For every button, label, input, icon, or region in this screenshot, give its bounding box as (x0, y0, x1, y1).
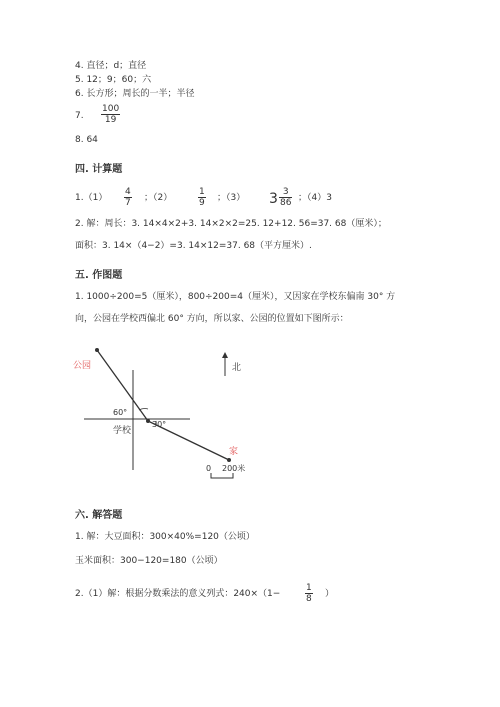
scale-unit-label: 200米 (222, 464, 246, 473)
calc-q2-line2: 面积：3. 14×（4−2）=3. 14×12=37. 68（平方厘米）. (75, 241, 312, 251)
park-point (95, 348, 99, 352)
fraction-numerator: 3 (279, 187, 292, 198)
fraction-denominator: 9 (199, 198, 205, 208)
fraction-numerator: 1 (199, 187, 205, 197)
calc-q1-sep2: ；（3） (217, 193, 246, 203)
fraction-numerator: 1 (306, 583, 312, 593)
fraction-denominator: 8 (306, 594, 312, 604)
section-heading-calculation: 四. 计算题 (75, 164, 123, 175)
answer-8: 8. 64 (75, 135, 98, 145)
drawing-text-line2: 向，公园在学校西偏北 60° 方向，所以家、公园的位置如下图所示： (75, 314, 349, 324)
calc-q1-mixed-integer: 3 (269, 191, 278, 207)
fraction-denominator: 19 (104, 115, 117, 125)
school-label: 学校 (113, 426, 132, 436)
solution-q2-end: ） (325, 589, 335, 599)
solution-q1-line1: 1. 解：大豆面积：300×40%=120（公顷） (75, 532, 255, 542)
fraction-denominator: 86 (280, 198, 292, 208)
angle-60-label: 60° (113, 408, 128, 417)
answer-6: 6. 长方形；周长的一半；半径 (75, 89, 195, 99)
calc-q1-end: ；（4）3 (298, 193, 332, 203)
angle-60-arc (139, 409, 148, 410)
north-arrow-icon (222, 352, 228, 358)
fraction-numerator: 4 (125, 187, 131, 197)
fraction-denominator: 7 (125, 198, 131, 208)
angle-30-label: 30° (152, 420, 167, 429)
answer-5: 5. 12；9；60；六 (75, 75, 152, 85)
home-point (227, 458, 231, 462)
section-heading-drawing: 五. 作图题 (75, 270, 123, 281)
drawing-text-line1: 1. 1000÷200=5（厘米），800÷200=4（厘米），又因家在学校东偏南 30° 方 (75, 292, 396, 302)
scale-bar (211, 473, 233, 478)
solution-q1-line2: 玉米面积：300−120=180（公顷） (75, 556, 223, 566)
section-heading-solutions: 六. 解答题 (75, 510, 123, 521)
fraction-numerator: 100 (102, 104, 120, 114)
calc-q1-sep1: ；（2） (144, 193, 173, 203)
scale-zero-label: 0 (206, 464, 212, 473)
solution-q2-prefix: 2.（1）解：根据分数乘法的意义列式：240×（1− (75, 589, 281, 599)
calc-q1-prefix: 1.（1） (75, 193, 108, 203)
answer-4: 4. 直径；d；直径 (75, 61, 147, 71)
solution-q2-fraction (305, 583, 313, 604)
answer-7-label: 7. (75, 111, 84, 121)
park-label: 公园 (73, 361, 92, 371)
north-label: 北 (232, 363, 242, 373)
calc-q2-line1: 2. 解：周长：3. 14×4×2+3. 14×2×2=25. 12+12. 56=37. 68（厘米）； (75, 219, 387, 229)
school-point (146, 419, 150, 423)
home-label: 家 (229, 447, 239, 457)
